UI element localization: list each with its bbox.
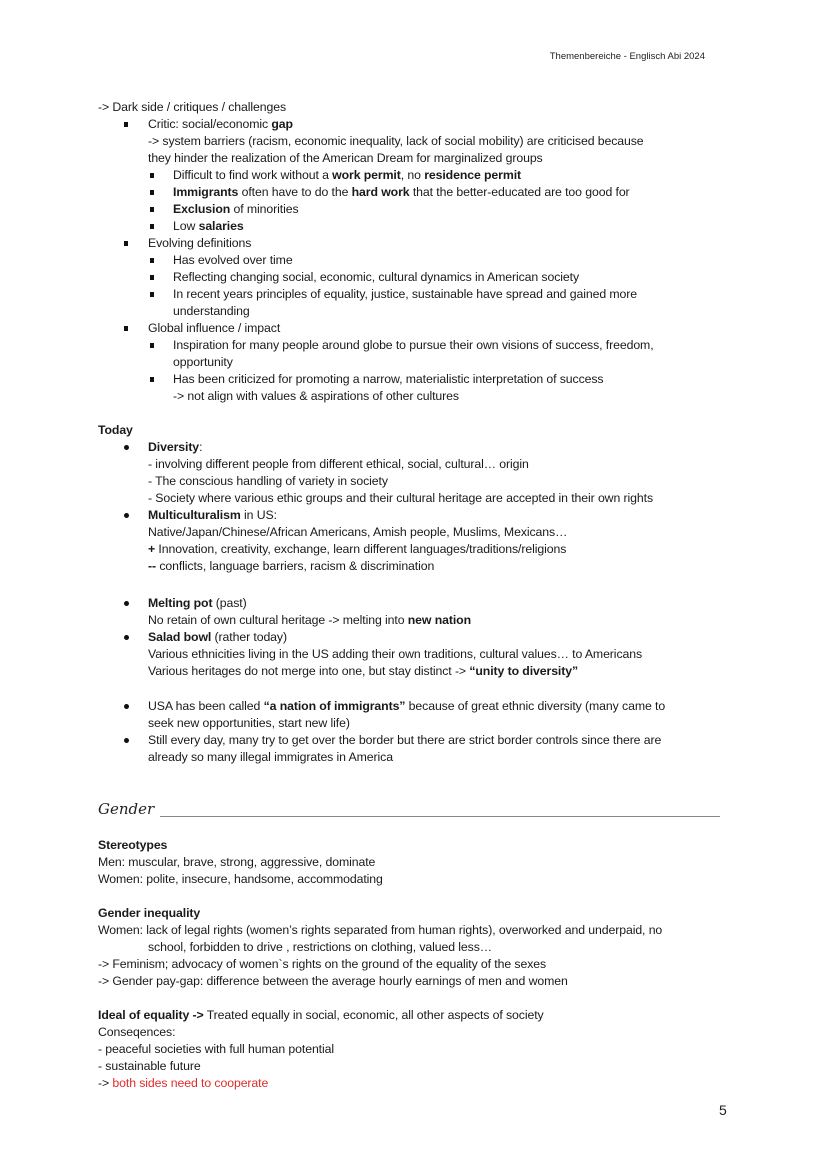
bold-text: Stereotypes [98, 838, 168, 852]
text-run: Men: muscular, brave, strong, aggressive, dominate [98, 855, 376, 869]
text-run: seek new opportunities, start new life) [148, 716, 350, 730]
bullet-disc-icon [124, 738, 129, 743]
bullet-square-icon [150, 207, 154, 212]
bold-text: Exclusion [173, 202, 231, 216]
text-run: Has evolved over time [173, 253, 293, 267]
text-run: Inspiration for many people around globe to pursue their own visions of success, freedom, [173, 338, 654, 352]
text-line [173, 389, 459, 403]
text-run: understanding [173, 304, 250, 318]
text-run: opportunity [173, 355, 233, 369]
text-line [173, 202, 299, 216]
text-line [173, 372, 603, 386]
text-line [148, 457, 529, 471]
text-run: -> Dark side / critiques / challenges [98, 100, 287, 114]
text-run: , no [400, 168, 425, 182]
bold-text: Gender inequality [98, 906, 201, 920]
text-line [98, 1025, 175, 1039]
bullet-square-icon [150, 292, 154, 297]
heading-rule [160, 816, 720, 817]
text-run: Various ethnicities living in the US adding their own traditions, cultural values… to Americans [148, 647, 643, 661]
text-line [98, 1008, 544, 1022]
bullet-disc-icon [124, 704, 129, 709]
text-line [148, 664, 578, 678]
bullet-square-icon [150, 377, 154, 382]
text-run: in US: [240, 508, 277, 522]
text-run: -> [98, 1076, 113, 1090]
bullet-square-icon [124, 241, 128, 246]
text-line [173, 270, 579, 284]
bold-text: Immigrants [173, 185, 239, 199]
text-run: they hinder the realization of the American Dream for marginalized groups [148, 151, 543, 165]
bullet-square-icon [124, 326, 128, 331]
text-run: - Society where various ethic groups and their cultural heritage are accepted in their own rights [148, 491, 653, 505]
text-line [173, 355, 233, 369]
text-line [148, 525, 567, 539]
text-line [173, 185, 630, 199]
text-line [148, 716, 350, 730]
text-run: Women: lack of legal rights (women’s rights separated from human rights), overworked and underpaid, no [98, 923, 663, 937]
bullet-disc-icon [124, 635, 129, 640]
text-run: Has been criticized for promoting a narrow, materialistic interpretation of success [173, 372, 604, 386]
bold-text: Salad bowl [148, 630, 212, 644]
bullet-disc-icon [124, 513, 129, 518]
text-run: - involving different people from different ethical, social, cultural… origin [148, 457, 529, 471]
text-line [173, 219, 244, 233]
bold-text: new nation [407, 613, 471, 627]
text-run: - peaceful societies with full human potential [98, 1042, 335, 1056]
bullet-square-icon [150, 224, 154, 229]
text-run: Conseqences: [98, 1025, 176, 1039]
section-heading-gender: Gender [98, 800, 155, 818]
text-run: school, forbidden to drive , restrictions on clothing, valued less… [148, 940, 492, 954]
text-run: : [199, 440, 203, 454]
text-line [98, 974, 568, 988]
bold-text: gap [271, 117, 293, 131]
text-run: - The conscious handling of variety in society [148, 474, 388, 488]
bold-text: Melting pot [148, 596, 213, 610]
text-line [148, 940, 492, 954]
text-run: In recent years principles of equality, justice, sustainable have spread and gained more [173, 287, 637, 301]
bold-text: Today [98, 423, 133, 437]
text-line [173, 253, 293, 267]
text-line [148, 508, 277, 522]
text-line [148, 542, 566, 556]
bold-text: work permit [332, 168, 401, 182]
text-line [98, 423, 133, 437]
bold-text: “a nation of immigrants” [263, 699, 406, 713]
bold-text: residence permit [424, 168, 522, 182]
bold-text: salaries [198, 219, 244, 233]
text-run: Global influence / impact [148, 321, 281, 335]
text-line [148, 699, 665, 713]
text-line [148, 117, 293, 131]
text-run: Various heritages do not merge into one, but stay distinct -> [148, 664, 470, 678]
text-run: Difficult to find work without a [173, 168, 333, 182]
text-run: (past) [212, 596, 247, 610]
text-line [148, 559, 434, 573]
text-run: -> Gender pay-gap: difference between the average hourly earnings of men and women [98, 974, 568, 988]
text-line [148, 474, 388, 488]
text-run: USA has been called [148, 699, 264, 713]
text-run: conflicts, language barriers, racism & discrimination [156, 559, 435, 573]
text-run: often have to do the [238, 185, 352, 199]
text-run: that the better-educated are too good for [409, 185, 630, 199]
bullet-square-icon [150, 275, 154, 280]
page-number: 5 [719, 1102, 727, 1118]
text-run: Reflecting changing social, economic, cultural dynamics in American society [173, 270, 580, 284]
bold-text: Ideal of equality -> [98, 1008, 204, 1022]
text-line [98, 100, 286, 114]
text-line [98, 1042, 334, 1056]
bold-text: hard work [351, 185, 410, 199]
bullet-disc-icon [124, 601, 129, 606]
text-run: Low [173, 219, 199, 233]
highlighted-text: both sides need to cooperate [112, 1076, 269, 1090]
bullet-square-icon [150, 258, 154, 263]
text-run: Treated equally in social, economic, all other aspects of society [203, 1008, 544, 1022]
text-line [98, 923, 662, 937]
bold-text: + [148, 542, 156, 556]
bullet-square-icon [124, 122, 128, 127]
text-run: of minorities [230, 202, 299, 216]
bold-text: Multiculturalism [148, 508, 241, 522]
bullet-square-icon [150, 173, 154, 178]
text-line [173, 338, 654, 352]
text-run: -> system barriers (racism, economic inequality, lack of social mobility) are criticised because [148, 134, 644, 148]
bold-text: Diversity [148, 440, 200, 454]
text-line [148, 321, 280, 335]
text-run: Women: polite, insecure, handsome, accommodating [98, 872, 383, 886]
text-run: Critic: social/economic [148, 117, 272, 131]
text-line [148, 491, 653, 505]
text-line [148, 596, 247, 610]
text-line [173, 287, 637, 301]
text-line [98, 855, 375, 869]
text-line [148, 440, 202, 454]
bullet-square-icon [150, 343, 154, 348]
text-run: Evolving definitions [148, 236, 252, 250]
text-run: Still every day, many try to get over the border but there are strict border controls since there are [148, 733, 662, 747]
text-line [98, 838, 167, 852]
text-run: - sustainable future [98, 1059, 201, 1073]
bold-text: -- [148, 559, 156, 573]
text-run: because of great ethnic diversity (many came to [405, 699, 666, 713]
text-line [173, 168, 521, 182]
text-line [148, 630, 287, 644]
text-line [148, 647, 642, 661]
text-line [148, 134, 644, 148]
text-line [98, 1076, 268, 1090]
text-line [98, 872, 383, 886]
text-line [98, 1059, 201, 1073]
text-run: (rather today) [211, 630, 287, 644]
text-line [98, 957, 546, 971]
text-line [148, 151, 543, 165]
text-line [173, 304, 250, 318]
text-run: -> not align with values & aspirations of other cultures [173, 389, 459, 403]
bullet-disc-icon [124, 445, 129, 450]
text-run: No retain of own cultural heritage -> melting into [148, 613, 408, 627]
text-run: already so many illegal immigrates in America [148, 750, 393, 764]
text-line [148, 750, 393, 764]
text-line [148, 733, 661, 747]
text-line [148, 236, 251, 250]
text-run: -> Feminism; advocacy of women`s rights on the ground of the equality of the sexes [98, 957, 547, 971]
bullet-square-icon [150, 190, 154, 195]
page-header: Themenbereiche - Englisch Abi 2024 [549, 51, 705, 62]
text-line [98, 906, 200, 920]
text-line [148, 613, 471, 627]
bold-text: “unity to diversity” [469, 664, 579, 678]
text-run: Native/Japan/Chinese/African Americans, Amish people, Muslims, Mexicans… [148, 525, 568, 539]
text-run: Innovation, creativity, exchange, learn different languages/traditions/religions [155, 542, 567, 556]
